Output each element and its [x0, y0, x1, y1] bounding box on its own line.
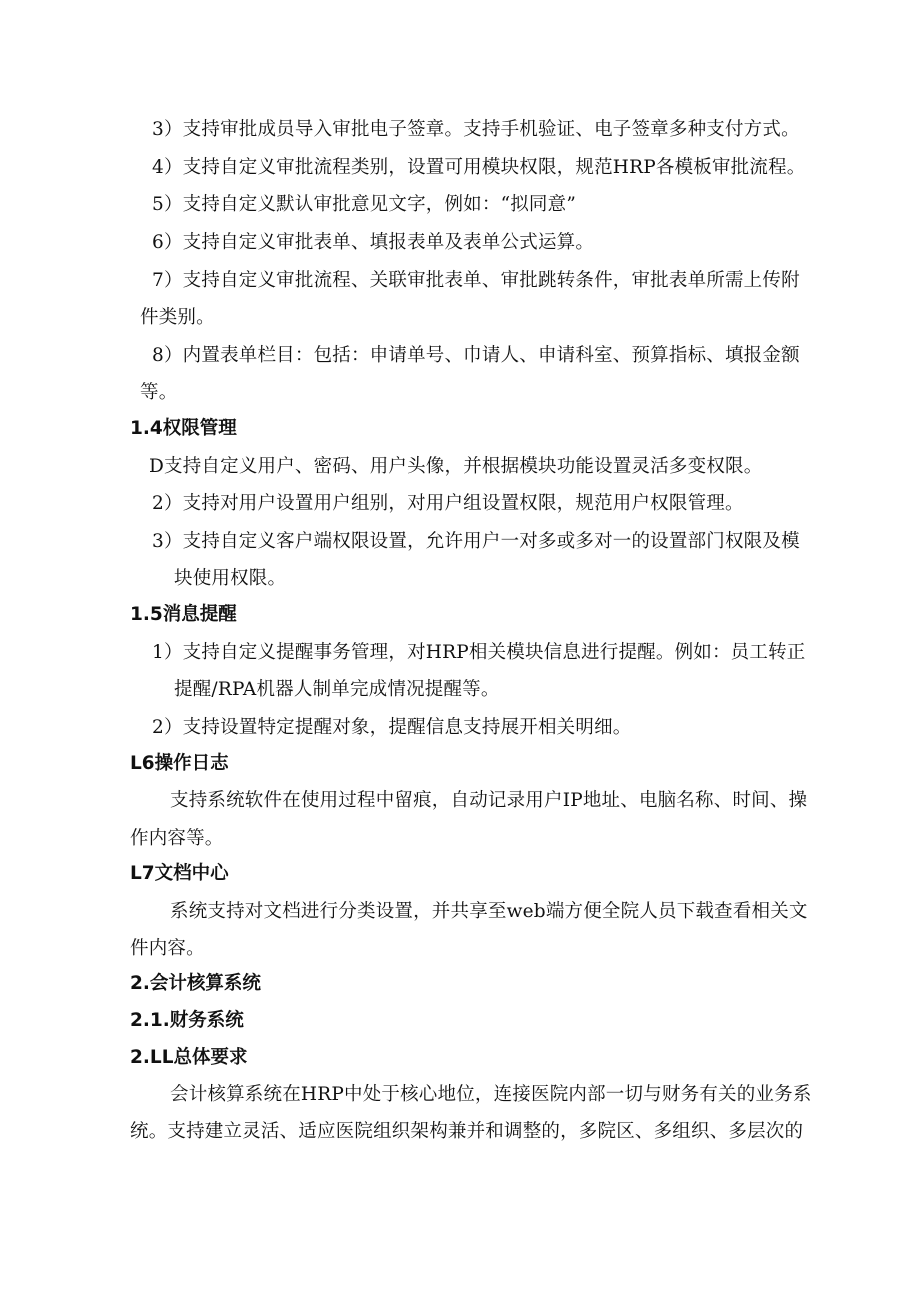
approval-item-4: 4）支持自定义审批流程类别，设置可用模块权限，规范HRP各模板审批流程。 [152, 157, 806, 178]
approval-item-7: 7）支持自定义审批流程、关联审批表单、审批跳转条件，审批表单所需上传附 [152, 270, 800, 291]
approval-item-3: 3）支持审批成员导入审批电子签章。支持手机验证、电子签章多种支付方式。 [152, 119, 800, 140]
document-center-text: 系统支持对文档进行分类设置，并共享至web端方便全院人员下载查看相关文 [170, 901, 808, 922]
approval-item-8: 8）内置表单栏目：包括：申请单号、巾请人、申请科室、预算指标、填报金额 [152, 345, 800, 366]
heading-finance-system: 2.1.财务系统 [130, 1010, 244, 1031]
operation-log-text: 支持系统软件在使用过程中留痕，自动记录用户IP地址、电脑名称、时间、操 [170, 790, 808, 811]
reminder-item-1-cont: 提醒/RPA机器人制单完成情况提醒等。 [174, 679, 500, 700]
heading-operation-log: L6操作日志 [130, 753, 229, 774]
approval-item-6: 6）支持自定义审批表单、填报表单及表单公式运算。 [152, 232, 595, 253]
permission-item-1: D支持自定义用户、密码、用户头像，并根据模块功能设置灵活多变权限。 [149, 456, 763, 477]
approval-item-8-cont: 等。 [140, 382, 178, 403]
approval-item-7-cont: 件类别。 [140, 307, 215, 328]
document-center-text-cont: 件内容。 [130, 938, 205, 959]
operation-log-text-cont: 作内容等。 [130, 828, 224, 849]
permission-item-3: 3）支持自定义客户端权限设置，允许用户一对多或多对一的设置部门权限及模 [152, 531, 800, 552]
approval-item-5: 5）支持自定义默认审批意见文字，例如：“拟同意” [152, 194, 576, 215]
heading-message-reminder: 1.5消息提醒 [130, 604, 237, 625]
heading-overall-requirements: 2.LL总体要求 [130, 1047, 248, 1068]
overall-requirements-text-cont: 统。支持建立灵活、适应医院组织架构兼并和调整的，多院区、多组织、多层次的 [130, 1121, 804, 1142]
reminder-item-2: 2）支持设置特定提醒对象，提醒信息支持展开相关明细。 [152, 717, 632, 738]
permission-item-2: 2）支持对用户设置用户组别，对用户组设置权限，规范用户权限管理。 [152, 493, 744, 514]
heading-permission-management: 1.4权限管理 [130, 418, 237, 439]
overall-requirements-text: 会计核算系统在HRP中处于核心地位，连接医院内部一切与财务有关的业务系 [170, 1084, 812, 1105]
heading-accounting-system: 2.会计核算系统 [130, 973, 261, 994]
permission-item-3-cont: 块使用权限。 [174, 568, 287, 589]
heading-document-center: L7文档中心 [130, 863, 229, 884]
reminder-item-1: 1）支持自定义提醒事务管理，对HRP相关模块信息进行提醒。例如：员工转正 [152, 642, 806, 663]
